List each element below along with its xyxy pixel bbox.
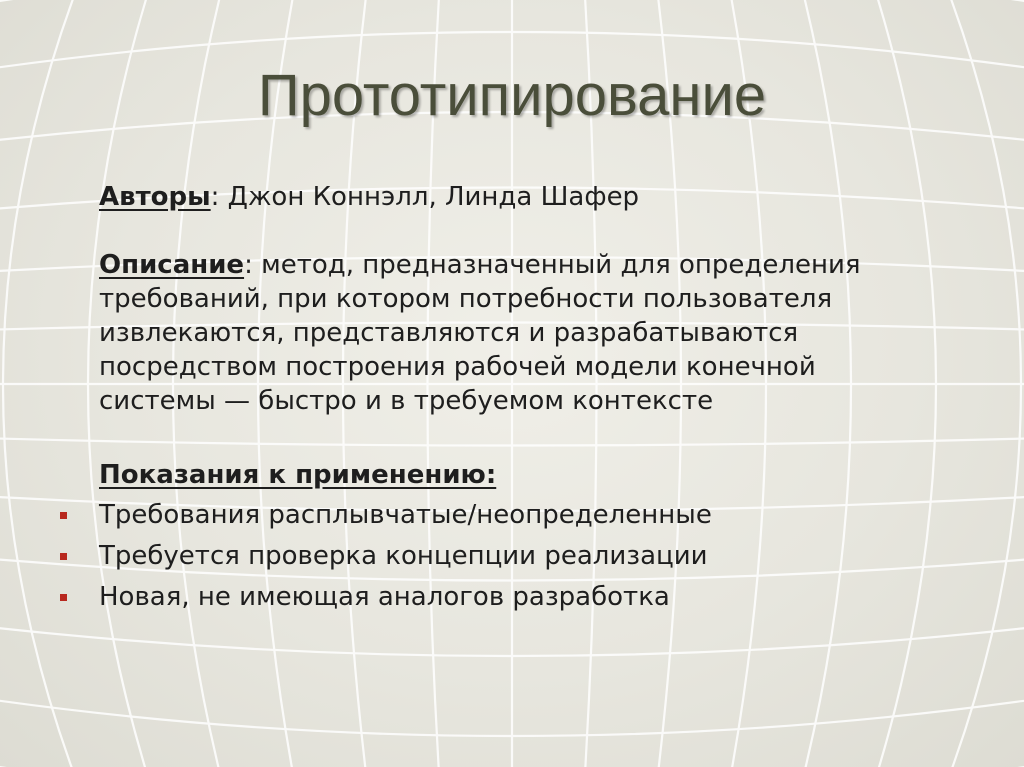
description-line: требований, при котором потребности пользователя xyxy=(99,284,833,314)
list-item xyxy=(99,539,959,573)
slide-title: Прототипирование xyxy=(257,63,767,128)
indications-heading xyxy=(99,458,959,492)
list-item xyxy=(99,580,959,614)
authors-value: Джон Коннэлл, Линда Шафер xyxy=(227,182,640,212)
description-line: извлекаются, представляются и разрабатываются xyxy=(99,318,799,348)
description-line: посредством построения рабочей модели конечной xyxy=(99,352,816,382)
description-label: Описание xyxy=(99,250,245,280)
authors-label: Авторы xyxy=(99,182,211,212)
description-paragraph xyxy=(99,248,959,418)
indications-list xyxy=(99,498,959,614)
list-item-text: Требования расплывчатые/неопределенные xyxy=(99,500,712,530)
authors-separator: : xyxy=(210,182,228,212)
description-separator: : xyxy=(244,250,262,280)
bullet-square-icon xyxy=(60,594,67,601)
authors-paragraph xyxy=(99,180,959,214)
description-line: метод, предназначенный для определения xyxy=(261,250,861,280)
slide-content xyxy=(99,180,959,621)
bullet-square-icon xyxy=(60,553,67,560)
bullet-square-icon xyxy=(60,512,67,519)
list-item xyxy=(99,498,959,532)
description-line: системы — быстро и в требуемом контексте xyxy=(99,386,714,416)
list-item-text: Новая, не имеющая аналогов разработка xyxy=(99,582,670,612)
indications-heading-text: Показания к применению: xyxy=(99,460,497,490)
list-item-text: Требуется проверка концепции реализации xyxy=(99,541,708,571)
